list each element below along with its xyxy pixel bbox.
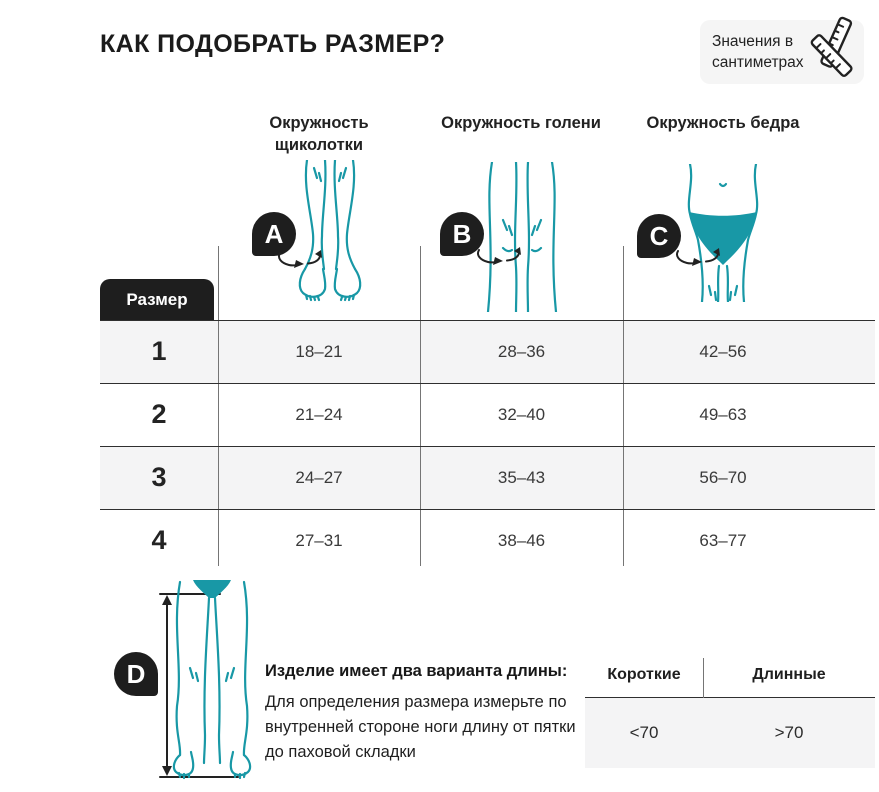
- circumference-arrow-icon: [277, 250, 325, 269]
- size-number: 4: [151, 525, 167, 555]
- size-number: 1: [151, 336, 167, 366]
- badge-b: B: [440, 212, 484, 256]
- hip-figure: [683, 164, 763, 302]
- badge-d: D: [114, 652, 158, 696]
- size-number: 3: [151, 462, 167, 492]
- size-number: 2: [151, 399, 167, 429]
- length-column-short: Короткие: [607, 666, 681, 683]
- table-cell: 35–43: [497, 468, 546, 487]
- table-cell: 63–77: [699, 531, 747, 550]
- table-cell: 27–31: [295, 531, 343, 550]
- page-title: КАК ПОДОБРАТЬ РАЗМЕР?: [100, 30, 446, 58]
- table-cell: 18–21: [295, 342, 343, 361]
- circumference-arrow-icon: [675, 248, 723, 267]
- column-header-ankle: Окружность щиколотки: [269, 114, 369, 154]
- circumference-arrow-icon: [476, 247, 524, 266]
- length-description: Для определения размера измерьте по внутренней стороне ноги длину от пятки до паховой складки: [265, 693, 576, 761]
- ankle-figure: [286, 160, 374, 306]
- length-heading: Изделие имеет два варианта длины:: [265, 662, 568, 680]
- leg-length-figure: [140, 580, 260, 780]
- table-cell: 38–46: [497, 531, 546, 550]
- table-cell: 21–24: [295, 405, 343, 424]
- column-header-hip: Окружность бедра: [646, 114, 800, 132]
- length-value-long: >70: [774, 723, 804, 742]
- units-note-text: Значения в сантиметрах: [712, 33, 804, 71]
- length-column-long: Длинные: [752, 666, 826, 683]
- table-cell: 49–63: [699, 405, 747, 424]
- badge-c: C: [637, 214, 681, 258]
- table-cell: 24–27: [295, 468, 343, 487]
- calf-figure: [482, 162, 562, 312]
- size-column-header: Размер: [100, 279, 214, 320]
- table-cell: 56–70: [699, 468, 747, 487]
- table-cell: 32–40: [497, 405, 546, 424]
- column-header-calf: Окружность голени: [441, 114, 601, 132]
- length-value-short: <70: [629, 723, 659, 742]
- table-cell: 42–56: [699, 342, 747, 361]
- table-cell: 28–36: [497, 342, 546, 361]
- ruler-icon: [806, 15, 864, 79]
- badge-a: A: [252, 212, 296, 256]
